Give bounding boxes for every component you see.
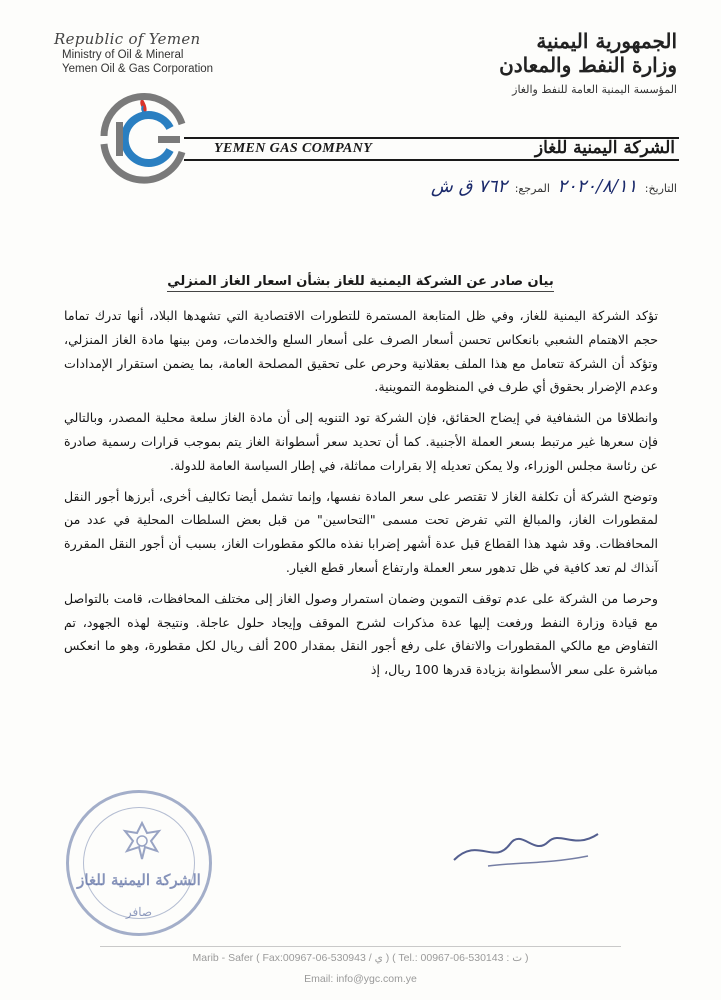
- reference-value: ٧٦٢ ق ش: [430, 176, 508, 197]
- ministry-ar: وزارة النفط والمعادن: [499, 53, 677, 77]
- stamp-text: الشركة اليمنية للغاز: [77, 871, 201, 889]
- reference-label: المرجع:: [514, 182, 550, 195]
- date-reference-line: [427, 176, 677, 197]
- official-stamp: [66, 790, 212, 936]
- footer-divider: [100, 946, 621, 947]
- company-logo-icon: [96, 88, 196, 188]
- footer-contact: Marib - Safer ( Fax:00967-06-530943 / ي ) ( Tel.: 00967-06-530143 : ت ): [192, 952, 529, 964]
- footer-email: Email: info@ygc.com.ye: [304, 973, 417, 985]
- paragraph-3: وتوضح الشركة أن تكلفة الغاز لا تقتصر على سعر المادة نفسها، وإنما تشمل أيضا تكاليف أخرى، أبرزها أجور النقل لمقطورات الغاز، والمبالغ التي تفرض تحت مسمى "التحاسين" من قبل بعض السلطات المحلية في عدد من المحافظات. وقد شهد هذا القطاع قبل عدة أشهر إضرابا نفذه مالكو مقطورات الغاز، بسبب أن أجور النقل المقررة آنذاك لم تعد كافية في ظل تدهور سعر العملة وارتفاع أسعار قطع الغيار.: [64, 488, 658, 575]
- paragraph-2: وانطلاقا من الشفافية في إيضاح الحقائق، فإن الشركة تود التنويه إلى أن مادة الغاز سلعة محلية المصدر، وبالتالي فإن سعرها غير مرتبط بسعر العملة الأجنبية. كما أن تحديد سعر أسطوانة الغاز يتم بموجب قرارات رسمية صادرة عن رئاسة مجلس الوزراء، ولا يمكن تعديله إلا بقرارات مماثلة، في إطار السياسة العامة للدولة.: [64, 410, 658, 473]
- paragraph-1: تؤكد الشركة اليمنية للغاز، وفي ظل المتابعة المستمرة للتطورات الاقتصادية التي تشهدها البلاد، أنها تدرك تماما حجم الاهتمام الشعبي بانعكاس تحسن أسعار الصرف على أسعار السلع والخدمات، ومن بينها مادة الغاز المنزلي، وتؤكد أن الشركة تتعامل مع هذا الملف بعقلانية وحرص على تحقيق المصلحة العامة، بما يضمن استقرار الإمدادات وعدم الإضرار بحقوق أي طرف في المنظومة التموينية.: [64, 308, 658, 395]
- letterhead-english: [40, 30, 230, 76]
- company-name-ar: الشركة اليمنية للغاز: [534, 138, 675, 158]
- corporation-en: Yemen Oil & Gas Corporation: [62, 63, 214, 75]
- company-band: [184, 137, 679, 161]
- paragraph-4: وحرصا من الشركة على عدم توقف التموين وضمان استمرار وصول الغاز إلى مختلف المحافظات، قامت بالتواصل مع قيادة وزارة النفط ورفعت إليها عدة مذكرات لشرح الموقف وإيجاد حلول عاجلة. ونتيجة لهذه الجهود، تم التفاوض مع مالكي المقطورات والاتفاق على رفع أجور النقل بمقدار 200 ألف ريال لكل مقطورة، وهو ما انعكس مباشرة على سعر الأسطوانة بزيادة قدرها 100 ريال، إذ: [64, 590, 658, 678]
- republic-ar: الجمهورية اليمنية: [536, 29, 677, 53]
- band-rule-bottom: [184, 159, 679, 161]
- signature-icon: [448, 816, 608, 876]
- corporation-ar: المؤسسة اليمنية العامة للنفط والغاز: [512, 83, 677, 96]
- date-label: التاريخ:: [644, 182, 677, 195]
- letterhead-arabic: [447, 30, 677, 98]
- statement-title: [0, 274, 721, 289]
- republic-en: Republic of Yemen: [54, 30, 201, 48]
- stamp-city: صافر: [125, 905, 153, 919]
- date-value: ٢٠٢٠/٨/١١: [557, 176, 638, 197]
- eagle-emblem-icon: [117, 817, 167, 867]
- statement-body: [64, 304, 658, 689]
- ministry-en: Ministry of Oil & Mineral: [62, 49, 184, 61]
- company-name-en: YEMEN GAS COMPANY: [214, 141, 373, 156]
- statement-title-text: بيان صادر عن الشركة اليمنية للغاز بشأن اسعار الغاز المنزلي: [167, 274, 553, 292]
